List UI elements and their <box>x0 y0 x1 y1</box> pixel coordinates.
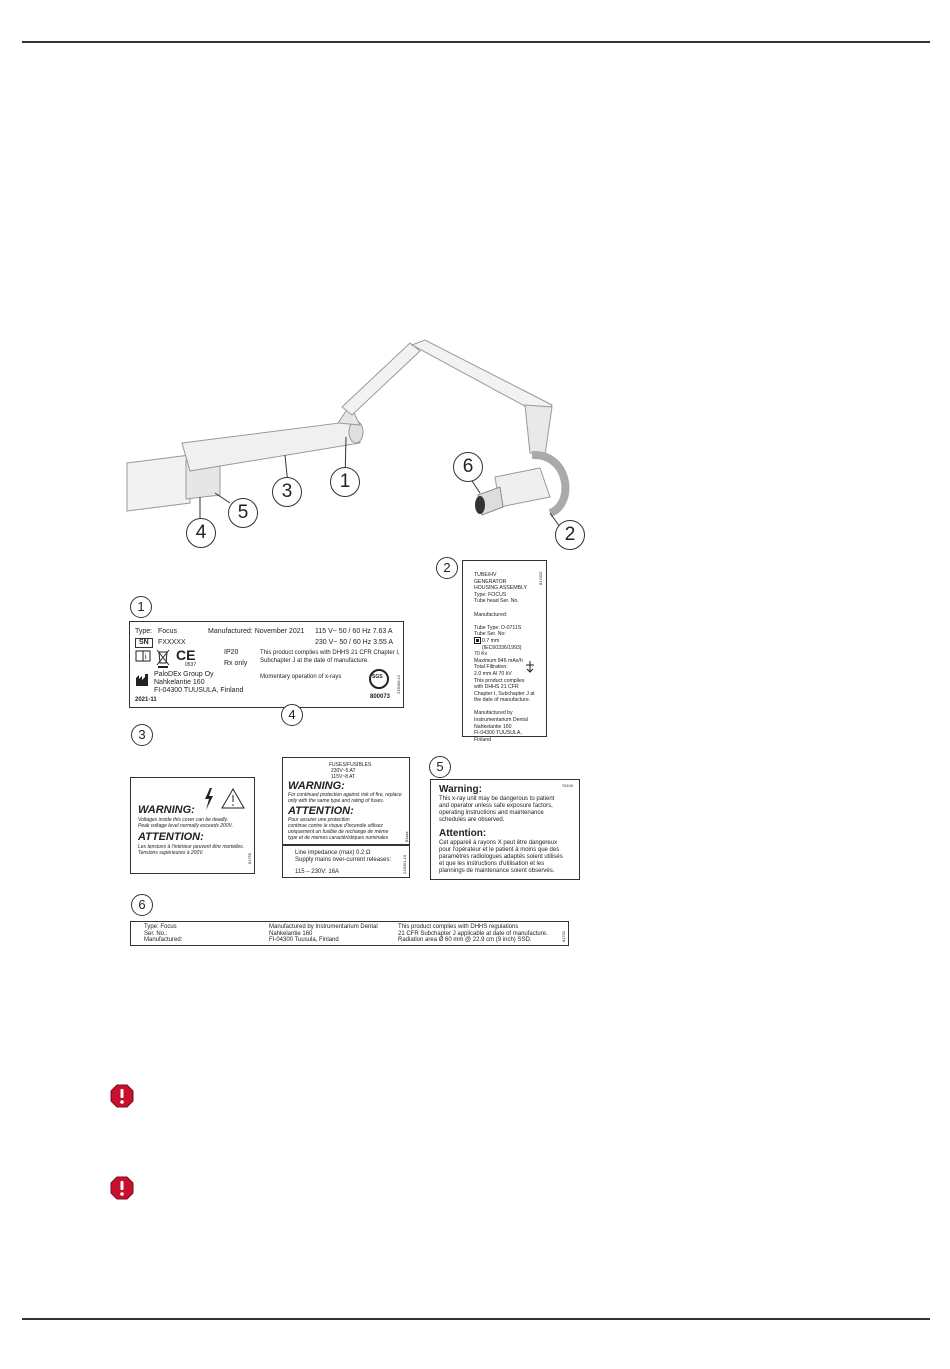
callout-1: 1 <box>330 467 360 497</box>
high-voltage-icon <box>203 787 215 811</box>
sn-key: SN <box>135 638 153 648</box>
dhhs-comply-2: Subchapter J at the date of manufacture. <box>260 658 369 664</box>
label-5-warning: Warning: <box>439 784 482 795</box>
label-2-line <box>474 618 535 625</box>
label-3-warning-text-1: Voltages inside this cover can be deadly. <box>138 817 229 823</box>
label-3-code: 81755 <box>247 852 252 864</box>
label-6-code: 81702 <box>561 930 566 942</box>
sgs-text: SGS <box>372 674 383 680</box>
label-2-line: 0.7 mm <box>482 637 500 644</box>
ce-number: 0537 <box>185 662 197 668</box>
label-4-warning-text-2: only with the same type and rating of fuses. <box>288 798 385 804</box>
label-2-line <box>474 704 535 711</box>
filtration-icon <box>525 661 535 673</box>
label-2-line: Tube Type: D-0711S <box>474 624 522 631</box>
label-4-warning-text-1: For continued protection against risk of fire, replace <box>288 792 402 798</box>
label-3-warning: WARNING: <box>138 804 195 816</box>
focal-spot-icon <box>474 637 481 644</box>
label-2-line: Finland <box>474 736 492 743</box>
label-2-line: TUBE/HV <box>474 572 497 578</box>
manufacturer-icon <box>135 673 149 687</box>
label-2-line: the date of manufacture. <box>474 697 531 704</box>
label-6-col2: Manufactured by Instrumentarium Dental <box>269 924 378 930</box>
callout-4: 4 <box>186 518 216 548</box>
label-5-warning-line: and operator unless safe exposure factors, <box>439 803 553 809</box>
label-2-code: 817020 <box>538 571 543 585</box>
label-2-line: FI-04300 TUUSULA, <box>474 730 522 737</box>
ce-mark-icon: CE <box>176 647 196 663</box>
supply-mains: Supply mains over-current releases: <box>295 857 392 863</box>
top-rule <box>22 41 930 43</box>
label-6-col3: This product complies with DHHS regulations <box>398 924 519 930</box>
label-5-warning-line: schedules are observed. <box>439 817 505 823</box>
ip-rating: IP20 <box>224 649 239 656</box>
exclamation-icon <box>110 1084 134 1108</box>
label-3-warning-text-2: Peak voltage level normally exceeds 200V. <box>138 823 233 829</box>
label-2 <box>462 560 547 743</box>
instructions-icon <box>135 650 151 662</box>
power-230: 230 V~ 50 / 60 Hz 3.55 A <box>315 639 394 646</box>
label-1-code: 215060-12 <box>396 674 401 694</box>
label-3-number: 3 <box>131 724 153 746</box>
manufactured-text: Manufactured: November 2021 <box>208 628 305 635</box>
label-2-line: Total Filtration: <box>474 664 508 671</box>
label-5-number: 5 <box>429 756 451 778</box>
label-4-impedance <box>282 845 410 878</box>
bottom-rule <box>22 1318 930 1320</box>
label-2-line: Nahkelantie 160 <box>474 723 512 730</box>
label-5-attention-line: et que les instructions d'utilisation et les <box>439 861 545 867</box>
callout-6: 6 <box>453 452 483 482</box>
label-3-attention-text-1: Les tensions à l'intérieur peuvent être mortelles. <box>138 844 245 850</box>
label-3 <box>130 777 255 874</box>
line-impedance: Line impedance (max) 0.2 Ω <box>295 850 371 856</box>
label-2-line: GENERATOR <box>474 578 507 585</box>
label-2-line: HOUSING ASSEMBLY <box>474 585 527 592</box>
label-5-warning-line: operating instructions and maintenance <box>439 810 544 816</box>
label-5-attention-line: pour l'opérateur et le patient à moins que des <box>439 847 560 853</box>
label-2-line: with DHHS 21 CFR <box>474 684 519 691</box>
fuse-230: 230V~5 AT <box>331 768 356 774</box>
callout-3: 3 <box>272 477 302 507</box>
label-6-col1: Manufactured: <box>144 937 183 943</box>
label-2-line: Instrumentarium Dental <box>474 717 528 724</box>
weee-bin-icon <box>156 648 170 668</box>
sgs-number: 800073 <box>370 694 391 700</box>
label-4-attention-text-3: uniquement un fusible de rechange de mème <box>288 829 389 835</box>
label-2-line: Chapter I, Subchapter J at <box>474 690 535 697</box>
type-key: Type: <box>135 628 153 635</box>
power-115: 115 V~ 50 / 60 Hz 7.63 A <box>315 628 393 635</box>
label-6-col3: 21 CFR Subchapter J applicable at date of manufacture. <box>398 930 548 937</box>
label-5-warning-line: This x-ray unit may be dangerous to patient <box>439 796 555 802</box>
exclamation-icon <box>110 1176 134 1200</box>
label-4-attention: ATTENTION: <box>288 805 354 817</box>
label-2-line: This product complies <box>474 677 525 684</box>
label-date: 2021-11 <box>135 697 157 703</box>
label-5-attention-line: paramètres radiologues adaptés soient utilisés <box>439 854 563 860</box>
label-2-line: 2.0 mm Al 70 kV <box>474 670 512 677</box>
label-2-line: Tube head Ser. No. <box>474 598 519 605</box>
label-1-number: 1 <box>130 596 152 618</box>
label-6-col1: Type: Focus <box>144 924 177 930</box>
svg-text:i: i <box>145 654 147 661</box>
supply-rating: 115 – 230V: 16A <box>295 869 340 875</box>
company-street: Nahkelantie 160 <box>154 679 205 686</box>
company-city: FI-04300 TUUSULA, Finland <box>154 687 244 694</box>
label-6-col1: Ser. No.: <box>144 930 168 937</box>
label-5 <box>430 779 580 880</box>
momentary-operation: Momentary operation of x-rays <box>260 674 342 680</box>
label-2-line: 70 Kv <box>474 651 488 658</box>
label-5-attention-line: plannings de maintenance soient observés. <box>439 868 555 874</box>
label-6-number: 6 <box>131 894 153 916</box>
label-2-line: Type: FOCUS <box>474 591 507 598</box>
label-2-line <box>474 605 535 612</box>
label-2-line: Tube Ser. No: <box>474 631 506 638</box>
callout-5: 5 <box>228 498 258 528</box>
sn-value: FXXXXX <box>158 639 186 646</box>
label-2-line: Maximum 846 mAs/h <box>474 657 523 664</box>
dhhs-comply-1: This product complies with DHHS 21 CFR Chapter I, <box>260 650 400 656</box>
label-5-attention: Attention: <box>439 828 487 839</box>
label-6-col2: Nahkelantie 160 <box>269 930 313 937</box>
caution-triangle-icon <box>221 788 245 809</box>
label-5-attention-line: Cet appareil à rayons X peut être dangereux <box>439 840 558 846</box>
label-4-warning: WARNING: <box>288 780 345 792</box>
label-6-col3: Radiation area Ø 60 mm @ 22.9 cm (9 inch) SSD. <box>398 937 532 943</box>
label-1 <box>129 621 404 708</box>
fuse-115: 115V~8 AT <box>331 774 356 780</box>
label-5-code: 70100 <box>561 783 573 788</box>
label-2-line: Manufactured: <box>474 611 508 618</box>
callout-2: 2 <box>555 520 585 550</box>
label-4-attention-text-2: continue contre le risque d'incendie utilisez <box>288 823 383 829</box>
label-2-line: Manufactured by <box>474 710 513 717</box>
label-2-line: (IEC60336/1993) <box>482 644 522 651</box>
label-4-fuses <box>282 757 410 845</box>
company-name: PaloDEx Group Oy <box>154 671 214 678</box>
label-4-code-1: 81xxx <box>404 831 409 842</box>
label-6-col2: FI-04300 Tuusula, Finland <box>269 937 339 943</box>
label-6 <box>130 921 569 946</box>
type-value: Focus <box>158 628 178 635</box>
label-2-number: 2 <box>436 557 458 579</box>
label-3-attention: ATTENTION: <box>138 831 204 843</box>
label-4-number: 4 <box>281 704 303 726</box>
label-4-attention-text-1: Pour assurer une protection <box>288 817 350 823</box>
label-3-attention-text-2: Tensions supérieures à 200V. <box>138 850 204 856</box>
fuses-title: FUSES/FUSIBLES <box>329 762 372 768</box>
label-4-code-2: 215061-10 <box>402 854 407 874</box>
label-4-attention-text-4: type et de memes caractéristiques nominales <box>288 835 389 841</box>
rx-only: Rx only <box>224 660 248 667</box>
